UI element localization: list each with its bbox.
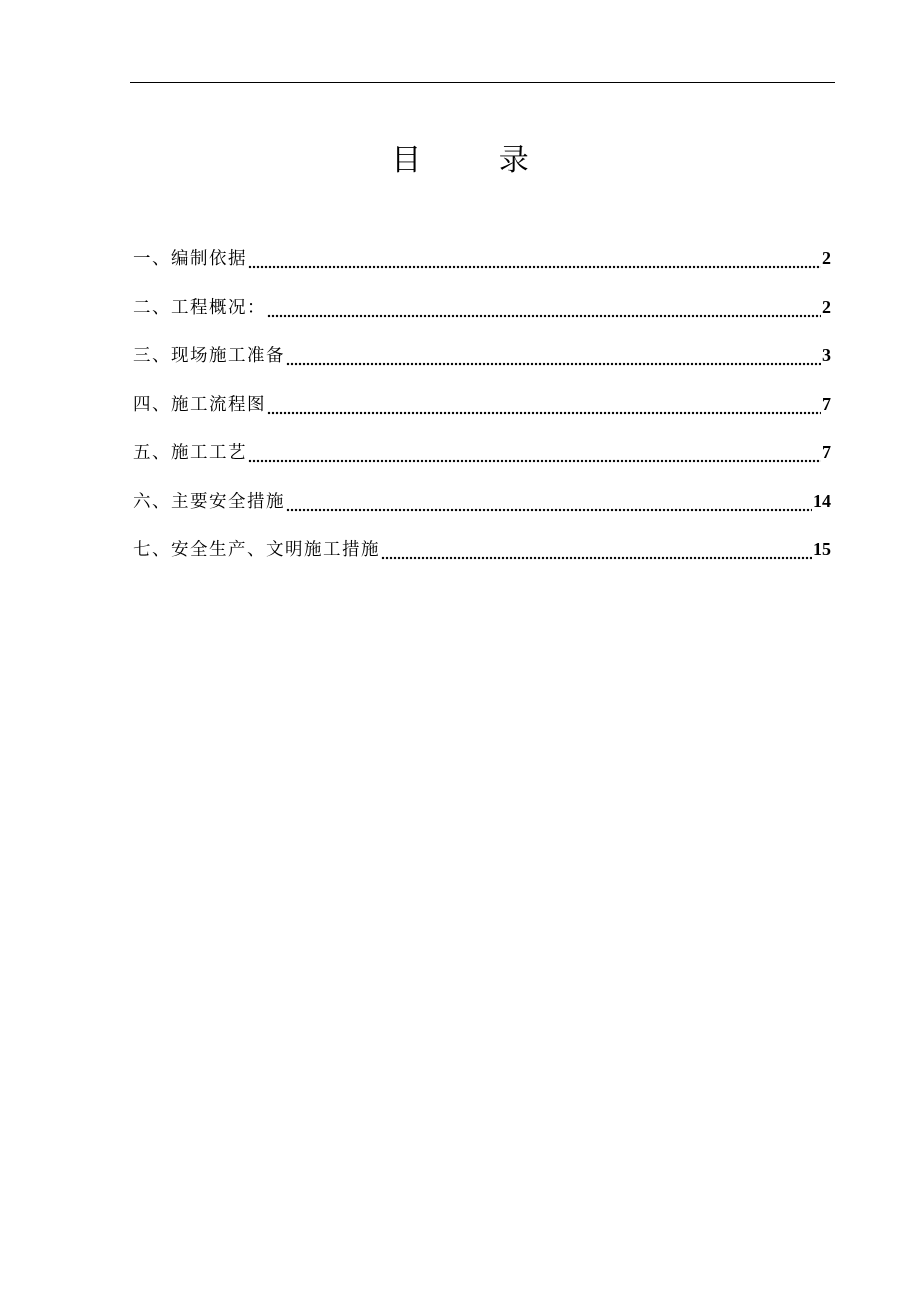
toc-entry[interactable] bbox=[133, 386, 831, 435]
toc-entry-page: 2 bbox=[822, 296, 831, 317]
toc-entry[interactable] bbox=[133, 289, 831, 338]
toc-entry[interactable] bbox=[133, 483, 831, 532]
toc-dot-leader bbox=[248, 444, 821, 464]
header-rule bbox=[130, 82, 835, 83]
toc-dot-leader bbox=[267, 299, 821, 319]
toc-entry-label: 五、施工工艺 bbox=[133, 443, 247, 463]
toc-entry-page: 7 bbox=[822, 393, 831, 414]
toc-entry[interactable] bbox=[133, 240, 831, 289]
toc-entry-label: 六、主要安全措施 bbox=[133, 491, 285, 512]
toc-entry-page: 15 bbox=[813, 539, 831, 559]
toc-entry[interactable] bbox=[133, 531, 831, 580]
toc-entry-label: 一、编制依据 bbox=[133, 249, 247, 269]
toc-entry-label: 七、安全生产、文明施工措施 bbox=[133, 540, 380, 560]
toc-entry[interactable] bbox=[133, 434, 831, 483]
toc-entry-page: 14 bbox=[813, 490, 831, 511]
toc-entry-label: 四、施工流程图 bbox=[133, 394, 266, 415]
toc-dot-leader bbox=[248, 250, 821, 270]
toc-dot-leader bbox=[381, 541, 812, 561]
toc-entry-page: 3 bbox=[822, 345, 831, 365]
toc-entry-label: 三、现场施工准备 bbox=[133, 346, 285, 366]
toc-entry-page: 2 bbox=[822, 248, 831, 268]
toc-entry-label: 二、工程概况： bbox=[133, 297, 266, 318]
toc-dot-leader bbox=[267, 396, 821, 416]
toc-dot-leader bbox=[286, 493, 812, 513]
toc-entry[interactable] bbox=[133, 337, 831, 386]
toc-dot-leader bbox=[286, 347, 821, 367]
page-title: 目 录 bbox=[391, 143, 563, 178]
toc-entry-page: 7 bbox=[822, 442, 831, 462]
table-of-contents bbox=[133, 240, 831, 580]
